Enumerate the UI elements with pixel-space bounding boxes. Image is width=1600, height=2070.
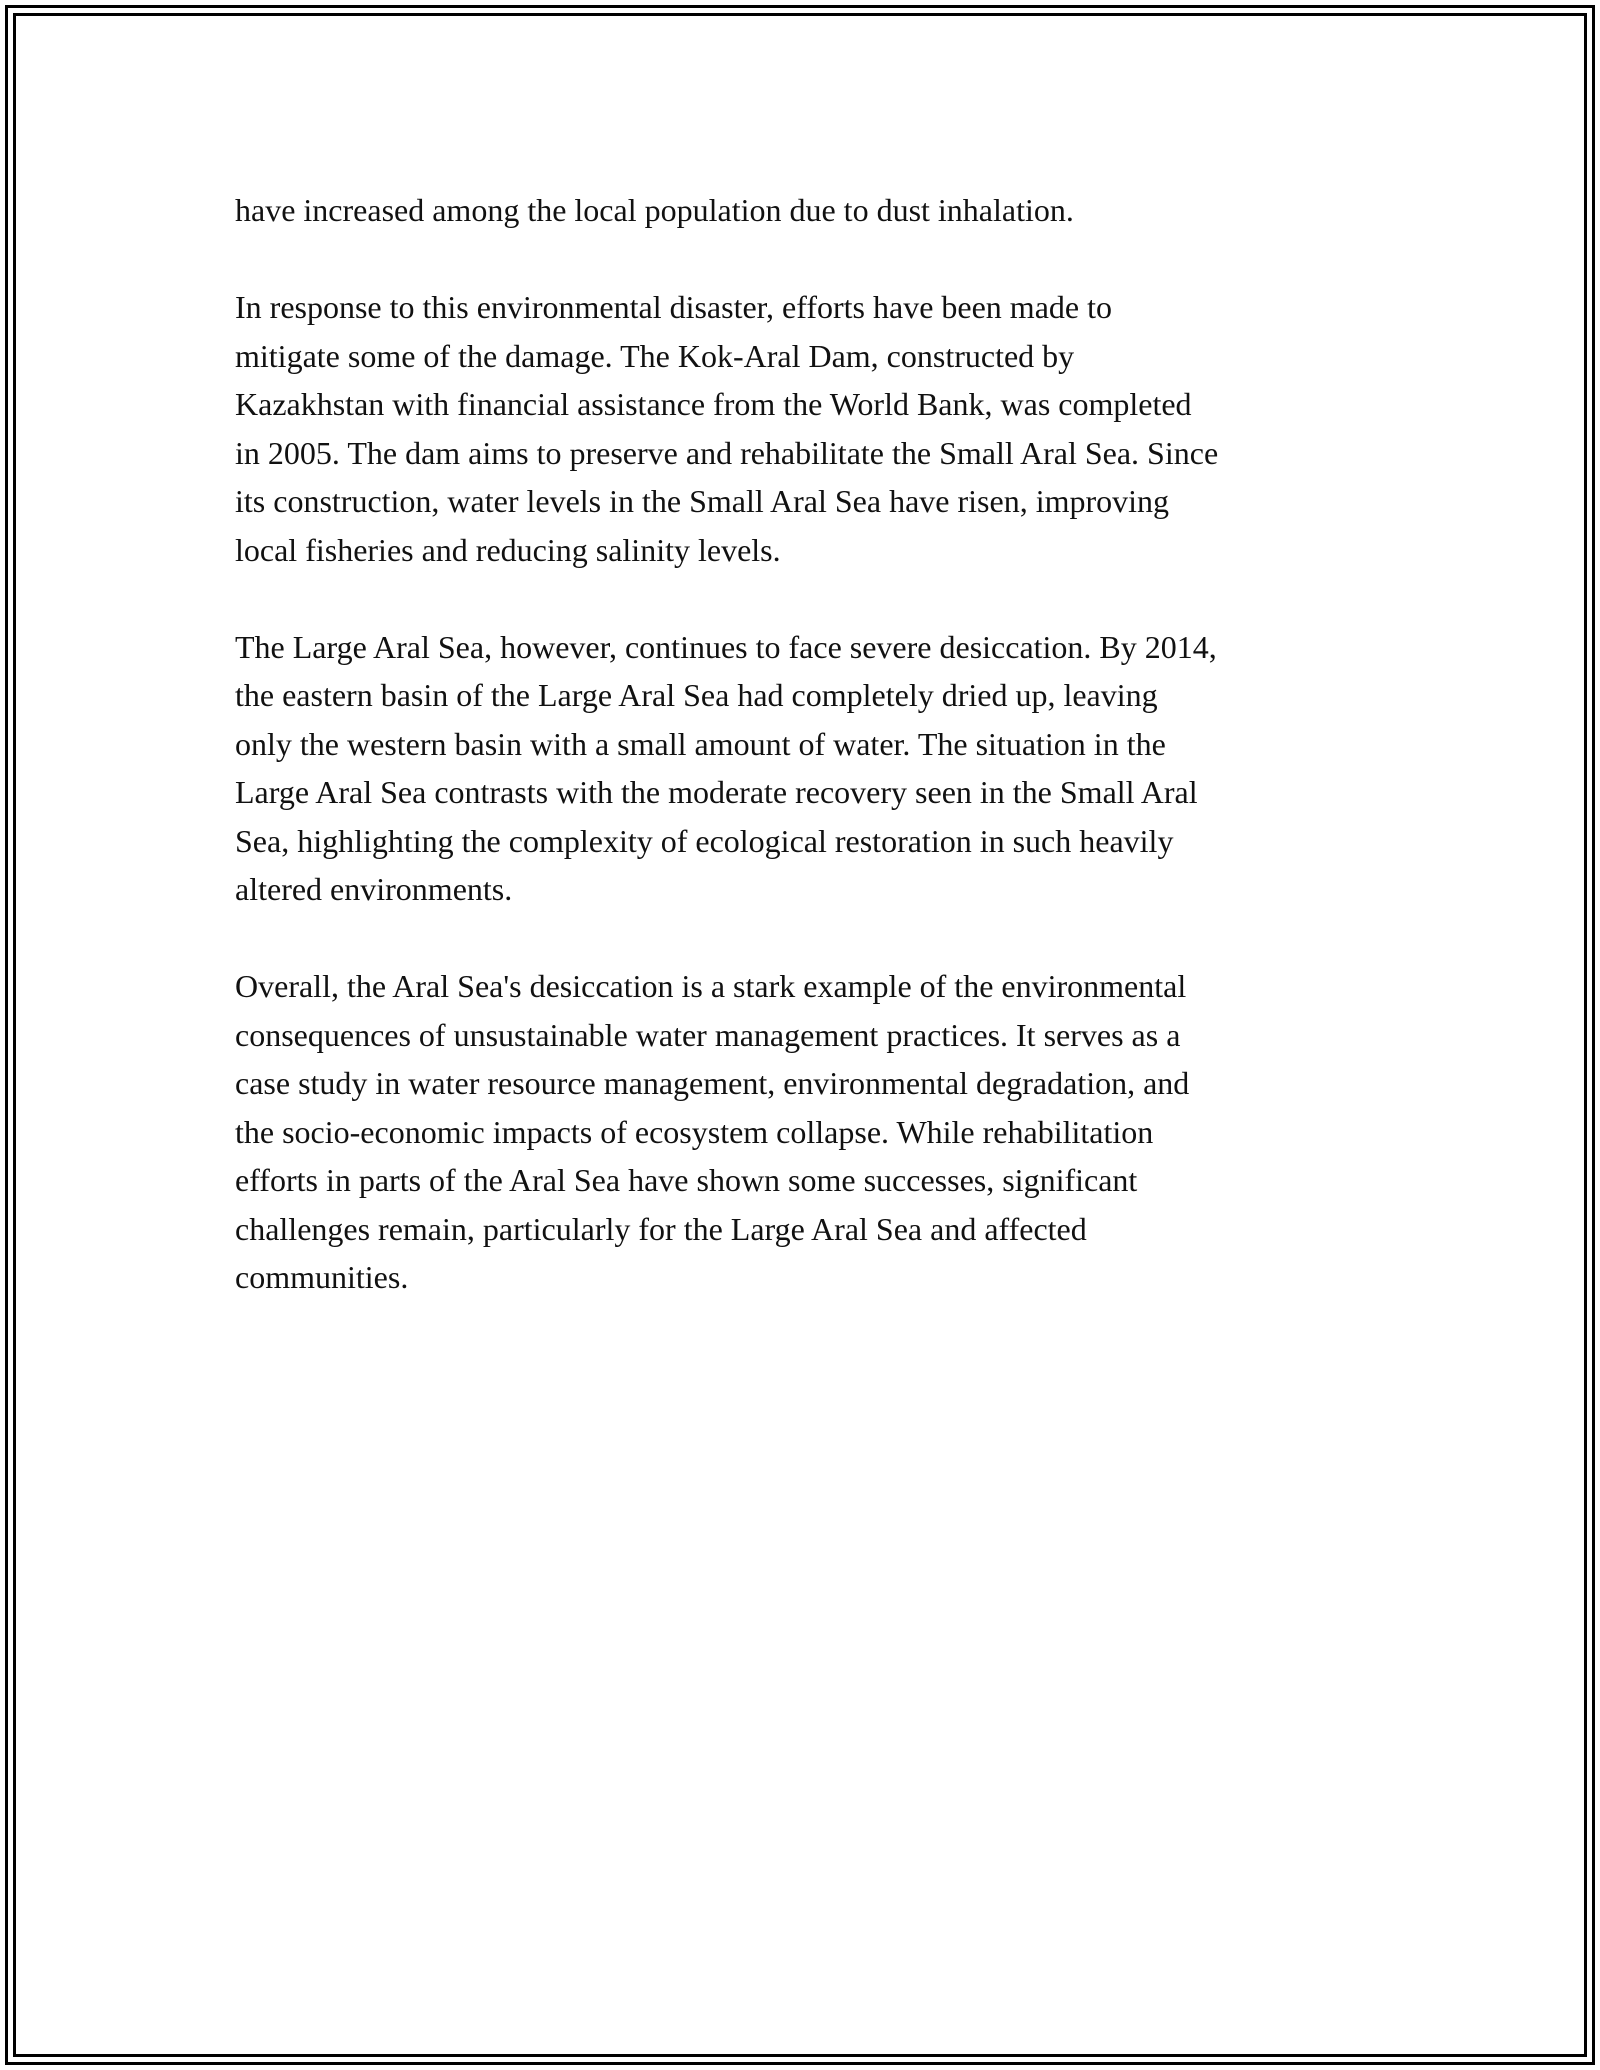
- text-line: communities.: [235, 1259, 409, 1295]
- text-line: In response to this environmental disaster, efforts have been made to: [235, 289, 1112, 325]
- text-line: The Large Aral Sea, however, continues to face severe desiccation. By 2014,: [235, 628, 1217, 665]
- text-line: consequences of unsustainable water management practices. It serves as a: [235, 1016, 1181, 1053]
- paragraph-4: [235, 962, 1375, 1302]
- text-line: local fisheries and reducing salinity levels.: [235, 531, 781, 568]
- text-line: challenges remain, particularly for the Large Aral Sea and affected: [235, 1210, 1087, 1247]
- text-line: mitigate some of the damage. The Kok-Aral Dam, constructed by: [235, 337, 1075, 374]
- text-line: efforts in parts of the Aral Sea have shown some successes, significant: [235, 1162, 1138, 1198]
- document-body: [235, 186, 1375, 1350]
- text-line: the eastern basin of the Large Aral Sea had completely dried up, leaving: [235, 677, 1158, 713]
- text-line: case study in water resource management, environmental degradation, and: [235, 1065, 1190, 1101]
- text-line: Kazakhstan with financial assistance from the World Bank, was completed: [235, 386, 1192, 422]
- paragraph-1: [235, 186, 1375, 235]
- text-line: altered environments.: [235, 871, 513, 907]
- paragraph-3: [235, 623, 1375, 914]
- text-line: its construction, water levels in the Small Aral Sea have risen, improving: [235, 483, 1170, 519]
- text-line: only the western basin with a small amount of water. The situation in the: [235, 725, 1166, 762]
- paragraph-2: [235, 283, 1375, 574]
- text-line: Sea, highlighting the complexity of ecological restoration in such heavily: [235, 822, 1174, 859]
- text-line: have increased among the local population due to dust inhalation.: [235, 192, 1074, 228]
- text-line: Large Aral Sea contrasts with the moderate recovery seen in the Small Aral: [235, 774, 1198, 810]
- text-line: in 2005. The dam aims to preserve and rehabilitate the Small Aral Sea. Since: [235, 434, 1219, 471]
- text-line: Overall, the Aral Sea's desiccation is a stark example of the environmental: [235, 968, 1187, 1004]
- text-line: the socio-economic impacts of ecosystem collapse. While rehabilitation: [235, 1113, 1154, 1150]
